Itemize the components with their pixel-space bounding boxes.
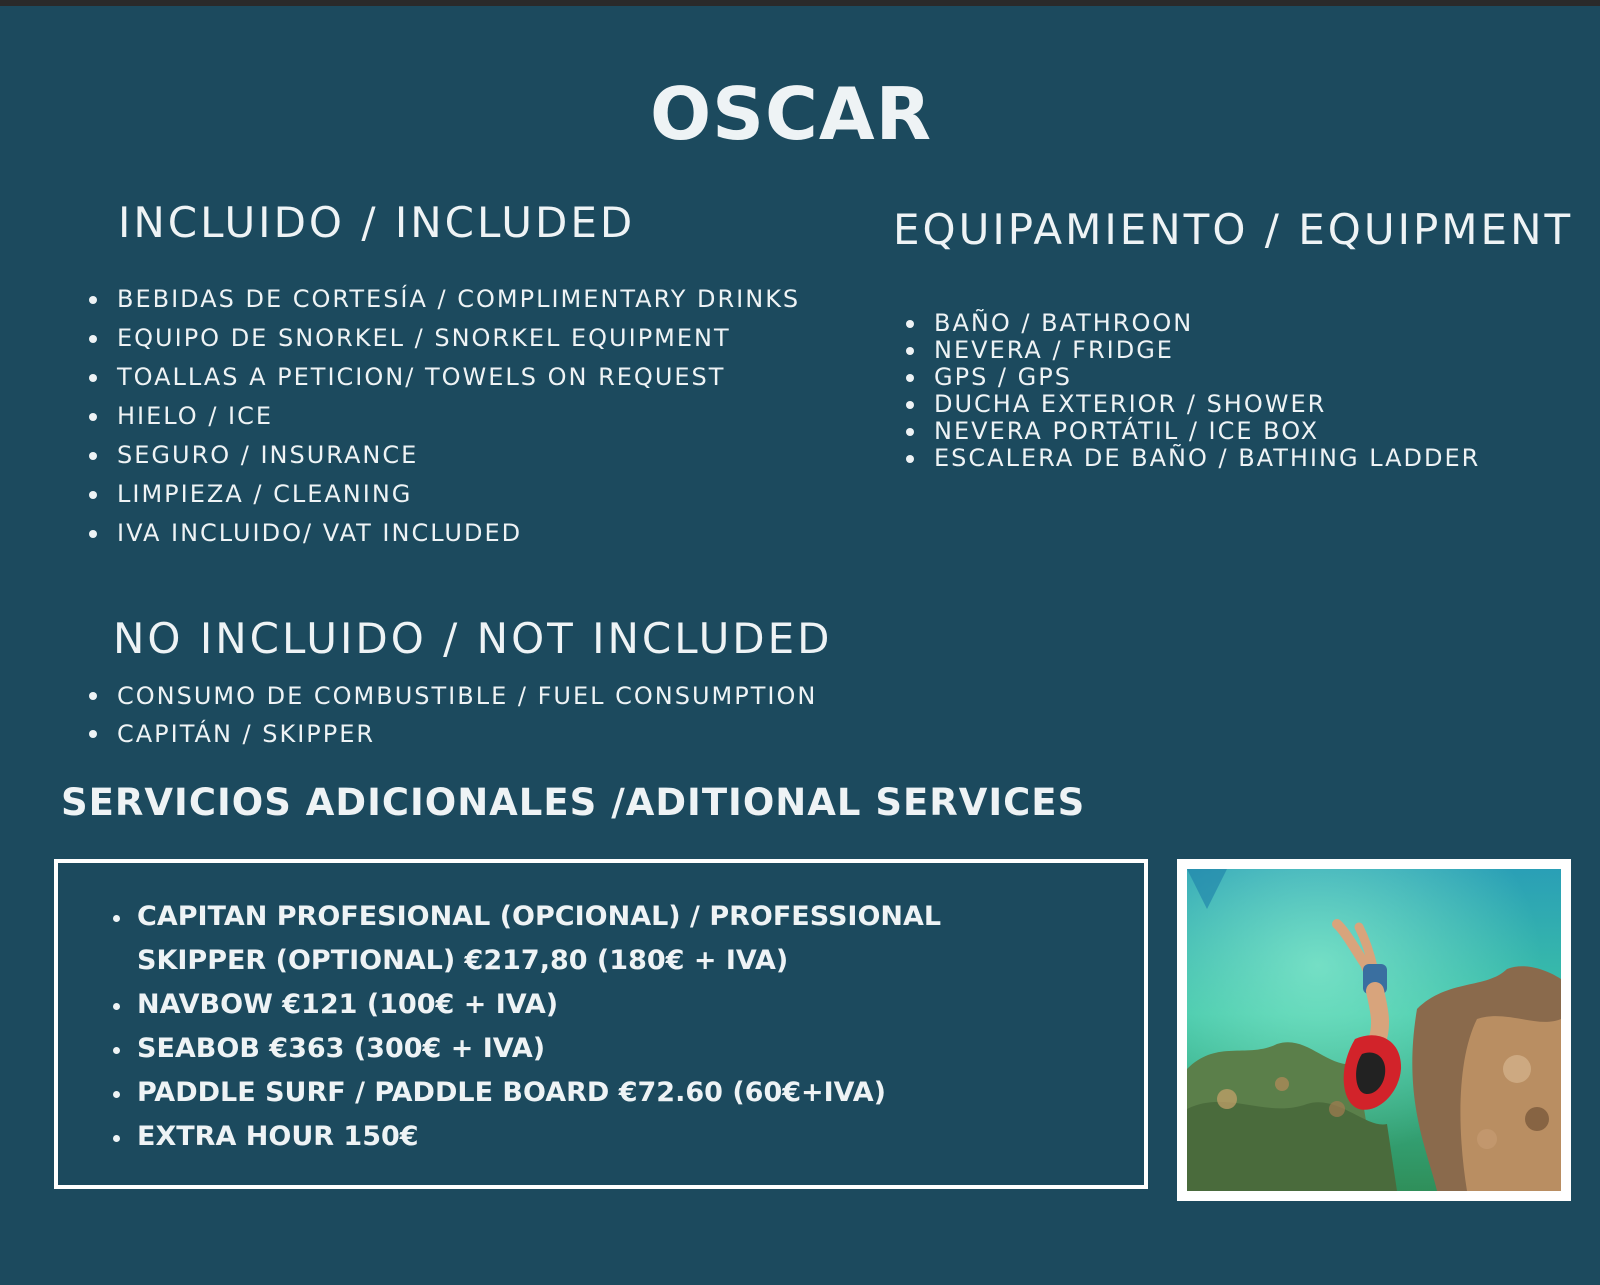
service-item: CAPITAN PROFESIONAL (OPCIONAL) / PROFESSIONAL SKIPPER (OPTIONAL) €217,80 (180€ + IVA): [113, 895, 1063, 983]
included-list: [89, 280, 800, 553]
list-item: NEVERA PORTÁTIL / ICE BOX: [906, 418, 1480, 445]
not-included-list: [89, 677, 817, 753]
list-item: EQUIPO DE SNORKEL / SNORKEL EQUIPMENT: [89, 319, 800, 358]
equipment-list: [906, 310, 1480, 472]
list-item: HIELO / ICE: [89, 397, 800, 436]
additional-services-list: [113, 895, 1063, 1159]
boat-name-title: OSCAR: [649, 72, 933, 156]
service-item: PADDLE SURF / PADDLE BOARD €72.60 (60€+IVA): [113, 1071, 1063, 1115]
list-item: ESCALERA DE BAÑO / BATHING LADDER: [906, 445, 1480, 472]
not-included-heading: NO INCLUIDO / NOT INCLUDED: [113, 614, 833, 663]
list-item: TOALLAS A PETICION/ TOWELS ON REQUEST: [89, 358, 800, 397]
seabob-photo-frame: [1177, 859, 1571, 1201]
service-item: SEABOB €363 (300€ + IVA): [113, 1027, 1063, 1071]
list-item: SEGURO / INSURANCE: [89, 436, 800, 475]
service-item: NAVBOW €121 (100€ + IVA): [113, 983, 1063, 1027]
additional-services-heading: SERVICIOS ADICIONALES /ADITIONAL SERVICES: [61, 781, 1086, 824]
list-item: CAPITÁN / SKIPPER: [89, 715, 817, 753]
list-item: CONSUMO DE COMBUSTIBLE / FUEL CONSUMPTION: [89, 677, 817, 715]
list-item: GPS / GPS: [906, 364, 1480, 391]
equipment-heading: EQUIPAMIENTO / EQUIPMENT: [893, 205, 1574, 254]
list-item: BEBIDAS DE CORTESÍA / COMPLIMENTARY DRINKS: [89, 280, 800, 319]
brochure-page: [0, 6, 1600, 1285]
list-item: DUCHA EXTERIOR / SHOWER: [906, 391, 1480, 418]
service-item: EXTRA HOUR 150€: [113, 1115, 1063, 1159]
list-item: IVA INCLUIDO/ VAT INCLUDED: [89, 514, 800, 553]
list-item: BAÑO / BATHROON: [906, 310, 1480, 337]
additional-services-box: [54, 859, 1148, 1189]
underwater-seabob-photo: [1187, 869, 1561, 1191]
included-heading: INCLUIDO / INCLUDED: [118, 198, 636, 247]
list-item: LIMPIEZA / CLEANING: [89, 475, 800, 514]
list-item: NEVERA / FRIDGE: [906, 337, 1480, 364]
